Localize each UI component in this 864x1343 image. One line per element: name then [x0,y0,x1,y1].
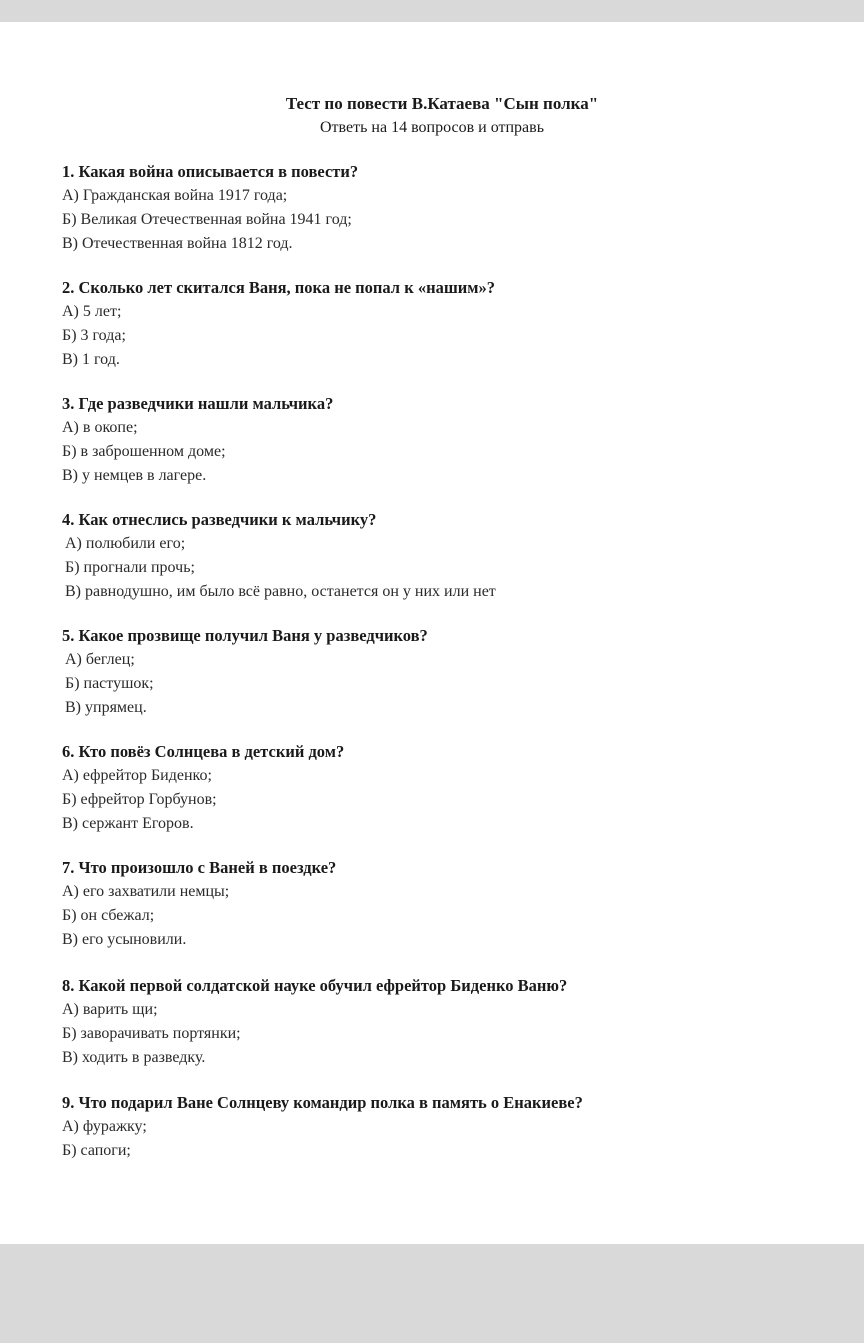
question-text: 2. Сколько лет скитался Ваня, пока не попал к «нашим»? [62,278,496,297]
question-text: 7. Что произошло с Ваней в поездке? [62,858,337,877]
document-subtitle: Ответь на 14 вопросов и отправь [320,119,544,136]
document-header [0,92,864,140]
answer-option: А) в окопе; [62,419,138,436]
answer-option: А) варить щи; [62,1001,158,1018]
question-6 [62,740,344,836]
answer-option: Б) Великая Отечественная война 1941 год; [62,211,352,228]
answer-option: В) равнодушно, им было всё равно, останется он у них или нет [65,583,496,600]
answer-option: В) упрямец. [65,699,147,716]
answer-option: А) ефрейтор Биденко; [62,767,212,784]
question-9 [62,1091,583,1163]
answer-option: Б) заворачивать портянки; [62,1025,241,1042]
answer-option: В) его усыновили. [62,931,187,948]
answer-option: А) беглец; [65,651,135,668]
answer-option: В) сержант Егоров. [62,815,194,832]
answer-option: В) у немцев в лагере. [62,467,207,484]
answer-option: Б) сапоги; [62,1142,131,1159]
question-8 [62,974,567,1070]
document-page [0,22,864,1244]
answer-option: А) Гражданская война 1917 года; [62,187,288,204]
answer-option: Б) 3 года; [62,327,126,344]
question-7 [62,856,336,952]
question-text: 1. Какая война описывается в повести? [62,162,359,181]
answer-option: А) его захватили немцы; [62,883,230,900]
question-text: 9. Что подарил Ване Солнцеву командир полка в память о Енакиеве? [62,1093,583,1112]
answer-option: Б) ефрейтор Горбунов; [62,791,217,808]
answer-option: В) 1 год. [62,351,120,368]
question-1 [62,160,358,256]
question-text: 8. Какой первой солдатской науке обучил ефрейтор Биденко Ваню? [62,976,568,995]
answer-option: В) ходить в разведку. [62,1049,206,1066]
question-5 [62,624,428,720]
answer-option: Б) пастушок; [65,675,154,692]
answer-option: Б) в заброшенном доме; [62,443,226,460]
answer-option: А) фуражку; [62,1118,147,1135]
answer-option: Б) он сбежал; [62,907,155,924]
question-text: 6. Кто повёз Солнцева в детский дом? [62,742,345,761]
answer-option: А) полюбили его; [65,535,186,552]
answer-option: В) Отечественная война 1812 год. [62,235,293,252]
question-2 [62,276,495,372]
question-3 [62,392,333,488]
question-text: 5. Какое прозвище получил Ваня у разведчиков? [62,626,428,645]
question-text: 4. Как отнеслись разведчики к мальчику? [62,510,377,529]
question-text: 3. Где разведчики нашли мальчика? [62,394,334,413]
answer-option: А) 5 лет; [62,303,122,320]
document-title: Тест по повести В.Катаева "Сын полка" [285,94,599,113]
answer-option: Б) прогнали прочь; [65,559,195,576]
question-4 [62,508,496,604]
